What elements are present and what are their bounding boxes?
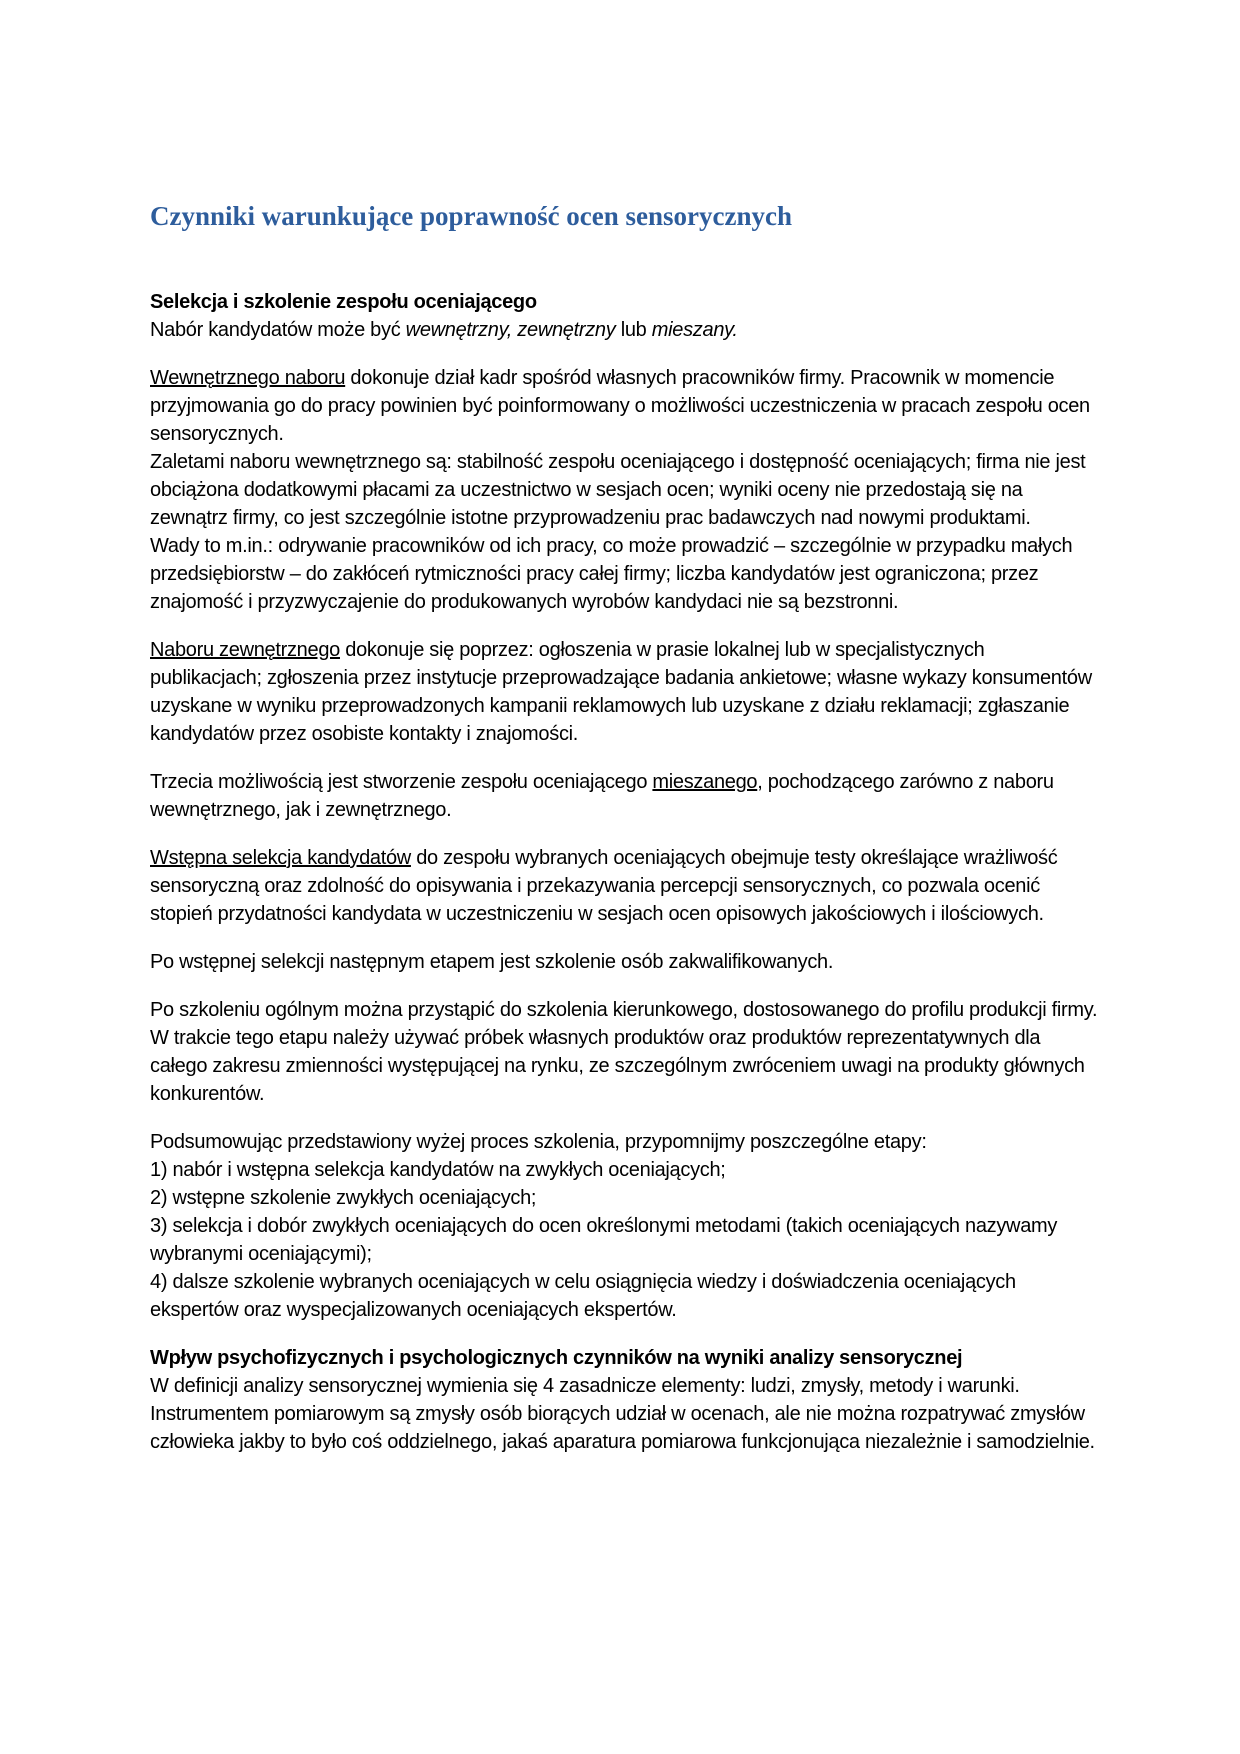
summary-step: 4) dalsze szkolenie wybranych oceniających w celu osiągnięcia wiedzy i doświadczenia oceniających ekspertów oraz wyspecjalizowanych oceniających ekspertów. xyxy=(150,1271,1016,1321)
summary-intro: Podsumowując przedstawiony wyżej proces szkolenia, przypomnijmy poszczególne etapy: xyxy=(150,1131,927,1153)
section2-paragraph xyxy=(150,1344,1100,1456)
mixed-text-b: , pochodzącego zarówno z naboru wewnętrznego, jak i zewnętrznego. xyxy=(150,771,1054,821)
section2-heading: Wpływ psychofizycznych i psychologicznych czynników na wyniki analizy sensorycznej xyxy=(150,1347,963,1369)
document-page xyxy=(150,196,1100,1456)
summary-step: 2) wstępne szkolenie zwykłych oceniających; xyxy=(150,1187,537,1209)
internal-advantages: Zaletami naboru wewnętrznego są: stabilność zespołu oceniającego i dostępność oceniających; firma nie jest obciążona dodatkowymi płacami za uczestnictwo w sesjach ocen; wyniki oceny nie przedostają się na zewnątrz firmy, co jest szczególnie istotne przyprowadzeniu prac badawczych nad nowymi produktami. xyxy=(150,451,1086,529)
mixed-text-a: Trzecia możliwością jest stworzenie zespołu oceniającego xyxy=(150,771,653,793)
mixed-recruitment-paragraph xyxy=(150,768,1100,824)
summary-paragraph xyxy=(150,1128,1100,1324)
external-recruitment-text: dokonuje się poprzez: ogłoszenia w prasie lokalnej lub w specjalistycznych publikacjach; zgłoszenia przez instytucje przeprowadzające badania ankietowe; własne wykazy konsumentów uzyskane w wyniku przeprowadzonych kampanii reklamowych lub uzyskane z działu reklamacji; zgłaszanie kandydatów przez osobiste kontakty i znajomości. xyxy=(150,639,1092,745)
internal-recruitment-text: dokonuje dział kadr spośród własnych pracowników firmy. Pracownik w momencie przyjmowania go do pracy powinien być poinformowany o możliwości uczestniczenia w pracach zespołu ocen sensorycznych. xyxy=(150,367,1090,445)
intro-text-b: wewnętrzny, zewnętrzny xyxy=(405,319,616,341)
external-recruitment-term: Naboru zewnętrznego xyxy=(150,639,340,661)
section1-intro xyxy=(150,288,1100,344)
preselection-paragraph xyxy=(150,844,1100,928)
intro-text-a: Nabór kandydatów może być xyxy=(150,319,406,341)
directional-training-paragraph: Po szkoleniu ogólnym można przystąpić do szkolenia kierunkowego, dostosowanego do profilu produkcji firmy. W trakcie tego etapu należy używać próbek własnych produktów oraz produktów reprezentatywnych dla całego zakresu zmienności występującej na rynku, ze szczególnym zwróceniem uwagi na produkty głównych konkurentów. xyxy=(150,999,1098,1105)
internal-disadvantages: Wady to m.in.: odrywanie pracowników od ich pracy, co może prowadzić – szczególnie w przypadku małych przedsiębiorstw – do zakłóceń rytmiczności pracy całej firmy; liczba kandydatów jest ograniczona; przez znajomość i przyzwyczajenie do produkowanych wyrobów kandydaci nie są bezstronni. xyxy=(150,535,1073,613)
section2-text: W definicji analizy sensorycznej wymienia się 4 zasadnicze elementy: ludzi, zmysły, metody i warunki. Instrumentem pomiarowym są zmysły osób biorących udział w ocenach, ale nie można rozpatrywać zmysłów człowieka jakby to było coś oddzielnego, jakaś aparatura pomiarowa funkcjonująca niezależnie i samodzielnie. xyxy=(150,1375,1095,1453)
intro-text-c: lub xyxy=(615,319,652,341)
training-paragraph: Po wstępnej selekcji następnym etapem jest szkolenie osób zakwalifikowanych. xyxy=(150,951,834,973)
intro-text-d: mieszany. xyxy=(651,319,738,341)
external-recruitment-paragraph xyxy=(150,636,1100,748)
internal-recruitment-term: Wewnętrznego naboru xyxy=(150,367,346,389)
mixed-term: mieszanego xyxy=(652,771,758,793)
internal-recruitment-paragraph xyxy=(150,364,1100,616)
summary-step: 3) selekcja i dobór zwykłych oceniających do ocen określonymi metodami (takich oceniających nazywamy wybranymi oceniającymi); xyxy=(150,1215,1058,1265)
preselection-term: Wstępna selekcja kandydatów xyxy=(150,847,411,869)
preselection-text: do zespołu wybranych oceniających obejmuje testy określające wrażliwość sensoryczną oraz zdolność do opisywania i przekazywania percepcji sensorycznych, co pozwala ocenić stopień przydatności kandydata w uczestniczeniu w sesjach ocen opisowych jakościowych i ilościowych. xyxy=(150,847,1058,925)
document-title: Czynniki warunkujące poprawność ocen sensorycznych xyxy=(150,201,793,231)
section1-heading: Selekcja i szkolenie zespołu oceniającego xyxy=(150,291,537,313)
summary-step: 1) nabór i wstępna selekcja kandydatów na zwykłych oceniających; xyxy=(150,1159,726,1181)
